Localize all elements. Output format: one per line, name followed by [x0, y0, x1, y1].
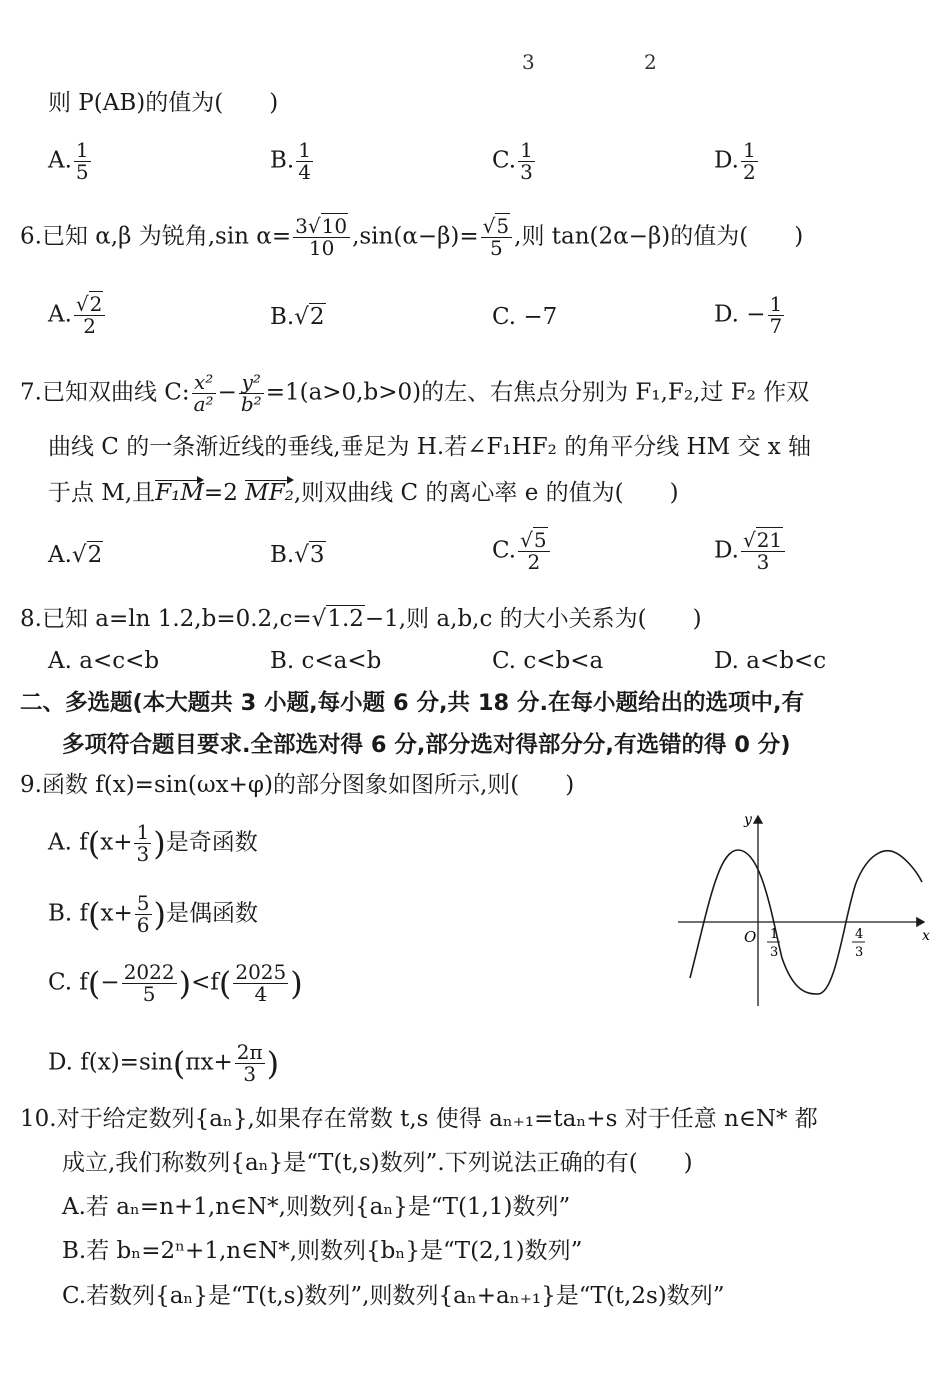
y-axis-label: y — [744, 812, 752, 828]
radicand: 5 — [496, 214, 510, 238]
stem-text: ,则双曲线 C 的离心率 e 的值为( ) — [293, 480, 679, 506]
q5-option-c — [492, 140, 537, 183]
q10-stem-line2: 成立,我们称数列{aₙ}是“T(t,s)数列”.下列说法正确的有( ) — [62, 1150, 693, 1176]
numerator: 1 — [75, 138, 89, 162]
sqrt: √5 — [520, 528, 547, 552]
fraction — [74, 294, 105, 337]
fraction — [518, 530, 549, 573]
denominator: 5 — [490, 236, 503, 260]
option-letter: A. — [48, 147, 72, 174]
stem-text: 已知 α,β 为锐角,sin α= — [41, 223, 292, 250]
section-heading-line1: 二、多选题(本大题共 3 小题,每小题 6 分,共 18 分.在每小题给出的选项中,有 — [20, 690, 805, 716]
sqrt: √5 — [482, 214, 510, 238]
minus-sign: − — [217, 379, 237, 406]
numerator — [481, 216, 512, 238]
fraction — [122, 962, 177, 1005]
radicand: 5 — [533, 528, 547, 552]
q6-option-c — [492, 306, 557, 329]
numerator: 1 — [298, 138, 311, 162]
q7-option-a — [48, 544, 103, 567]
denominator: 4 — [254, 982, 268, 1006]
origin-label: O — [744, 928, 757, 946]
stem-text: ,sin(α−β)= — [352, 223, 479, 250]
numerator — [518, 530, 549, 552]
option-text: 是奇函数 — [165, 829, 258, 856]
option-letter: C. — [492, 304, 517, 330]
q5-option-a — [48, 140, 93, 183]
q8-stem — [20, 608, 702, 631]
option-letter: B. — [270, 147, 295, 174]
numerator: 2π — [236, 1040, 263, 1064]
vector: F₁M — [155, 480, 204, 506]
q10-option-c: C.若数列{aₙ}是“T(t,s)数列”,则数列{aₙ+aₙ₊₁}是“T(t,2s)数列” — [62, 1283, 725, 1309]
minus-sign: − — [746, 301, 766, 328]
q9-sine-graph — [672, 808, 942, 1014]
q7-option-c — [492, 530, 552, 573]
stem-text: 于点 M,且 — [48, 480, 156, 506]
q9-option-c: C. f(− $\frac{2022}{5}$ )<f( $\frac{2025}{4}$ ) — [48, 960, 303, 1006]
numerator: 1 — [520, 138, 533, 162]
numerator: 1 — [769, 292, 783, 316]
expression: x+ — [100, 900, 133, 927]
cutoff-text: 3 — [522, 50, 535, 74]
denominator: 3 — [756, 550, 770, 574]
question-number: 7. — [20, 379, 42, 406]
sqrt: √21 — [742, 528, 783, 552]
fraction — [135, 893, 152, 936]
option-letter: A. — [48, 542, 72, 568]
stem-text: −1,则 a,b,c 的大小关系为( ) — [364, 606, 702, 632]
fraction — [768, 294, 785, 337]
option-letter: D. — [714, 537, 739, 564]
denominator: 5 — [75, 160, 89, 184]
denominator: a² — [193, 392, 214, 416]
q9-option-a: A. f(x+ $\frac{1}{3}$ )是奇函数 — [48, 820, 258, 866]
numerator — [741, 530, 785, 552]
radicand: 2 — [87, 542, 103, 568]
sqrt: √3 — [294, 542, 325, 568]
fraction — [518, 140, 535, 183]
numerator: x² — [192, 372, 216, 394]
cutoff-text: 2 — [644, 50, 657, 74]
stem-text: ,则 tan(2α−β)的值为( ) — [514, 223, 804, 250]
radicand: 2 — [89, 292, 103, 316]
sqrt: √2 — [294, 304, 325, 330]
stem-text: =1(a>0,b>0)的左、右焦点分别为 F₁,F₂,过 F₂ 作双 — [265, 379, 810, 406]
coefficient: 3 — [295, 214, 308, 238]
denominator: 3 — [243, 1062, 257, 1086]
numerator: 1 — [742, 138, 756, 162]
question-number: 6. — [20, 223, 42, 250]
option-letter: B. f — [48, 900, 89, 927]
numerator: y² — [239, 372, 264, 394]
radicand: 3 — [309, 542, 325, 568]
denominator: b² — [240, 392, 262, 416]
radicand: 21 — [756, 528, 783, 552]
denominator: 2 — [527, 550, 541, 574]
denominator: 3 — [520, 160, 533, 184]
q8-option-d: D. a<b<c — [714, 648, 827, 674]
fraction — [741, 530, 785, 573]
option-letter: C. — [492, 537, 517, 564]
q8-option-c: C. c<b<a — [492, 648, 604, 674]
fraction — [192, 372, 216, 415]
numerator: 5 — [136, 891, 150, 915]
q9-option-d: D. f(x)=sin(πx+ $\frac{2\pi}{3}$ ) — [48, 1040, 280, 1086]
denominator: 2 — [742, 160, 756, 184]
numerator: 1 — [136, 820, 150, 844]
option-text: 是偶函数 — [166, 900, 258, 927]
q6-option-a — [48, 294, 107, 337]
numerator — [74, 294, 105, 316]
q8-option-b: B. c<a<b — [270, 648, 382, 674]
stem-text: =2 — [203, 480, 238, 506]
q9-option-b: B. f(x+ $\frac{5}{6}$ )是偶函数 — [48, 891, 258, 937]
option-letter: D. — [714, 301, 739, 328]
q6-option-d — [714, 294, 786, 337]
stem-text: 已知 a=ln 1.2,b=0.2,c= — [41, 606, 312, 632]
q10-option-b: B.若 bₙ=2ⁿ+1,n∈N*,则数列{bₙ}是“T(2,1)数列” — [62, 1238, 583, 1264]
sqrt: √2 — [75, 292, 103, 316]
option-letter: B. — [270, 542, 295, 568]
fraction — [481, 216, 512, 259]
fraction — [293, 216, 350, 259]
sqrt: √10 — [307, 214, 348, 238]
expression: πx+ — [185, 1049, 233, 1076]
denominator: 3 — [136, 842, 150, 866]
option-letter: C. f — [48, 969, 88, 996]
radicand: 10 — [321, 214, 348, 238]
stem-text: 已知双曲线 C: — [41, 379, 190, 406]
expression: x+ — [100, 829, 133, 856]
vector: MF₂ — [245, 480, 294, 506]
sqrt: √2 — [71, 542, 103, 568]
denominator: 4 — [298, 160, 311, 184]
denominator: 5 — [142, 982, 156, 1006]
q8-option-a: A. a<c<b — [48, 648, 160, 674]
numerator — [293, 216, 350, 238]
denominator: 7 — [769, 314, 783, 338]
q6-option-b — [270, 306, 326, 329]
q5-option-b — [270, 140, 315, 183]
fraction — [296, 140, 313, 183]
option-letter: B. — [270, 304, 295, 330]
q10-stem-line1: 10.对于给定数列{aₙ},如果存在常数 t,s 使得 aₙ₊₁=taₙ+s 对于任意 n∈N* 都 — [20, 1106, 818, 1132]
option-letter: A. — [48, 301, 72, 328]
numerator: 2022 — [123, 960, 175, 984]
numerator: 2025 — [235, 960, 287, 984]
section-heading-line2: 多项符合题目要求.全部选对得 6 分,部分选对得部分分,有选错的得 0 分) — [62, 732, 791, 758]
tick-1-numerator: 1 — [770, 927, 779, 942]
q7-option-b — [270, 544, 326, 567]
fraction — [741, 140, 758, 183]
q5-stem-tail: 则 P(AB)的值为( ) — [48, 90, 279, 116]
expression: <f — [191, 969, 219, 996]
fraction — [235, 1042, 265, 1085]
sqrt: √1.2 — [311, 606, 364, 632]
minus-sign: − — [100, 969, 120, 996]
option-letter: D. — [714, 147, 739, 174]
radicand: 2 — [309, 304, 325, 330]
option-letter: A. f — [48, 829, 88, 856]
denominator: 10 — [308, 236, 335, 260]
q9-stem: 9.函数 f(x)=sin(ωx+φ)的部分图象如图所示,则( ) — [20, 772, 575, 798]
tick-2-numerator: 4 — [855, 927, 864, 942]
option-letter: C. — [492, 147, 517, 174]
fraction — [74, 140, 91, 183]
tick-2-denominator: 3 — [855, 945, 864, 960]
tick-1-denominator: 3 — [770, 945, 779, 960]
q10-option-a: A.若 aₙ=n+1,n∈N*,则数列{aₙ}是“T(1,1)数列” — [62, 1194, 571, 1220]
fraction — [233, 962, 288, 1005]
x-axis-label: x — [922, 928, 930, 944]
q7-stem-line3 — [48, 482, 679, 505]
q7-stem-line2: 曲线 C 的一条渐近线的垂线,垂足为 H.若∠F₁HF₂ 的角平分线 HM 交 x 轴 — [48, 434, 812, 460]
denominator: 2 — [83, 314, 97, 338]
question-number: 8. — [20, 606, 42, 632]
option-letter: D. f(x)=sin — [48, 1049, 173, 1076]
q5-option-d — [714, 140, 760, 183]
option-value: −7 — [523, 304, 558, 330]
fraction — [239, 372, 264, 415]
denominator: 6 — [136, 913, 150, 937]
q7-stem-line1 — [20, 372, 809, 415]
q7-option-d — [714, 530, 787, 573]
fraction — [134, 822, 151, 865]
radicand: 1.2 — [327, 606, 364, 632]
q6-stem — [20, 216, 803, 259]
